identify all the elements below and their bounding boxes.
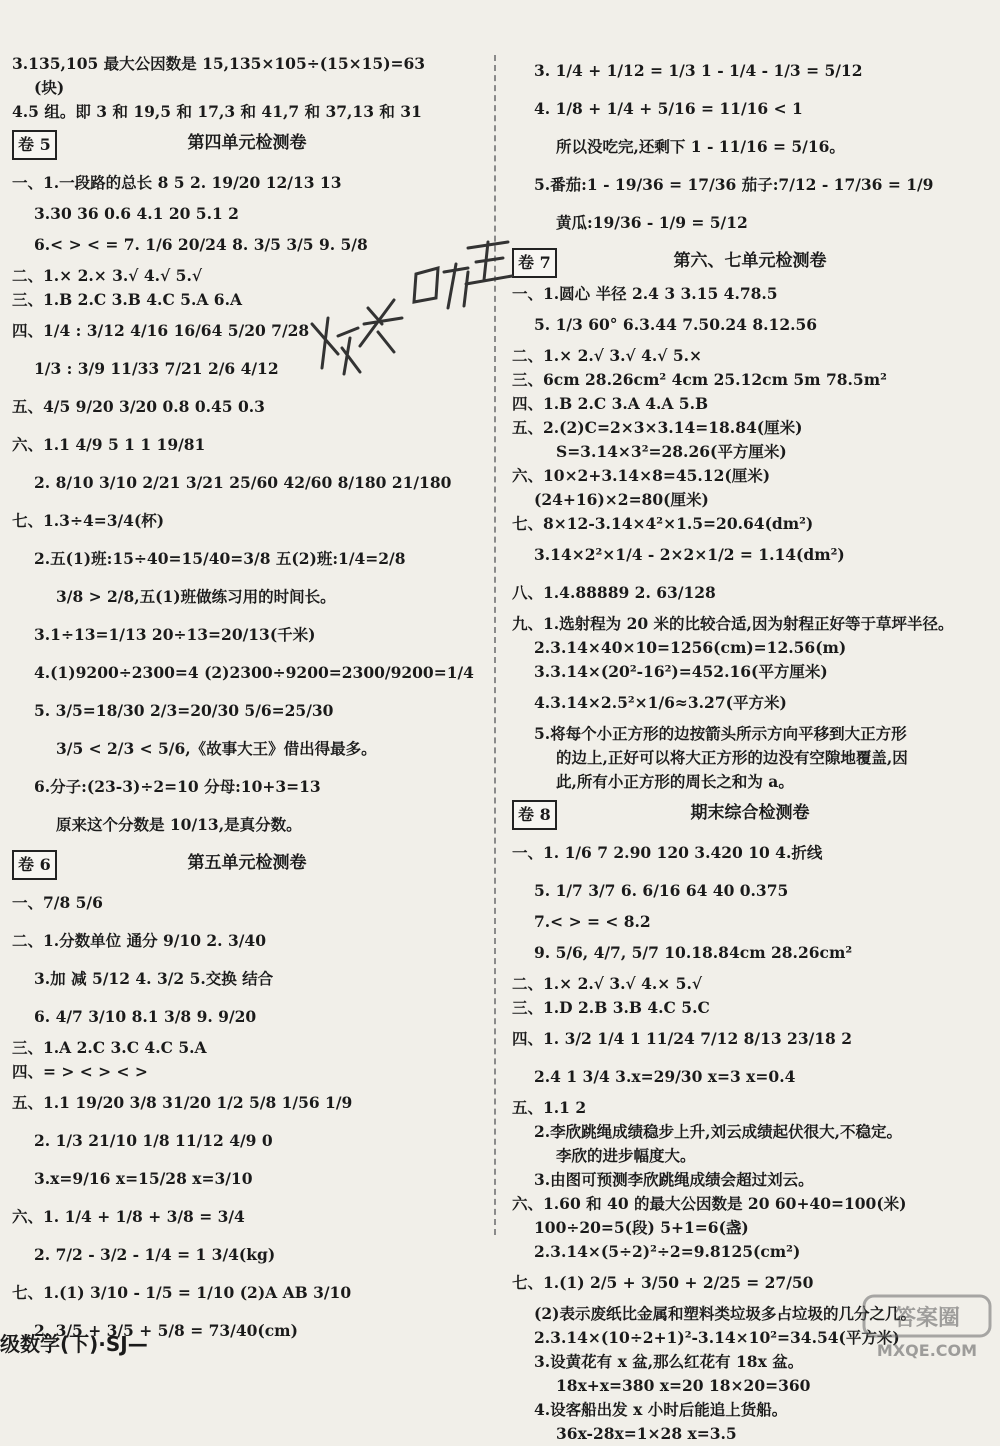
answer-line: 3.3.14×(20²-16²)=452.16(平方厘米) xyxy=(534,662,828,681)
answer-line: 100÷20=5(段) 5+1=6(盏) xyxy=(534,1218,749,1237)
answer-line: 2. 7/2 - 3/2 - 1/4 = 1 3/4(kg) xyxy=(34,1245,276,1264)
column-divider xyxy=(494,55,496,1235)
answer-line: 2.3.14×40×10=1256(cm)=12.56(m) xyxy=(534,638,847,657)
answer-line: 四、1/4 : 3/12 4/16 16/64 5/20 7/28 xyxy=(12,321,310,340)
answer-line: 4.3.14×2.5²×1/6≈3.27(平方米) xyxy=(534,693,787,712)
answer-line: 3.30 36 0.6 4.1 20 5.1 2 xyxy=(34,204,239,223)
answer-line: 黄瓜:19/36 - 1/9 = 5/12 xyxy=(556,213,748,232)
answer-line: 原来这个分数是 10/13,是真分数。 xyxy=(56,815,302,834)
answer-line: 2.4 1 3/4 3.x=29/30 x=3 x=0.4 xyxy=(534,1067,796,1086)
section-title: 期末综合检测卷 xyxy=(690,803,810,823)
answer-line: 1/3 : 3/9 11/33 7/21 2/6 4/12 xyxy=(34,359,279,378)
answer-line: (块) xyxy=(34,78,65,97)
section-header xyxy=(12,846,482,880)
answer-line: 六、1.1 4/9 5 1 1 19/81 xyxy=(12,435,206,454)
answer-line: 五、2.(2)C=2×3×3.14=18.84(厘米) xyxy=(512,418,803,437)
answer-line: 七、8×12-3.14×4²×1.5=20.64(dm²) xyxy=(512,514,814,533)
answer-line: 6.< > < = 7. 1/6 20/24 8. 3/5 3/5 9. 5/8 xyxy=(34,235,368,254)
right-column xyxy=(512,52,988,1446)
answer-line: 5. 3/5=18/30 2/3=20/30 5/6=25/30 xyxy=(34,701,334,720)
answer-line: 八、1.4.88889 2. 63/128 xyxy=(512,583,716,602)
answer-line: 一、7/8 5/6 xyxy=(12,893,103,912)
answer-line: 3.加 减 5/12 4. 3/2 5.交换 结合 xyxy=(34,969,274,988)
answer-line: 五、1.1 19/20 3/8 31/20 1/2 5/8 1/56 1/9 xyxy=(12,1093,353,1112)
section-header xyxy=(512,244,988,278)
answer-line: 七、1.3÷4=3/4(杯) xyxy=(12,511,165,530)
answer-line: 七、1.(1) 3/10 - 1/5 = 1/10 (2)A AB 3/10 xyxy=(12,1283,352,1302)
answer-line: 五、4/5 9/20 3/20 0.8 0.45 0.3 xyxy=(12,397,265,416)
answer-line: 3.x=9/16 x=15/28 x=3/10 xyxy=(34,1169,253,1188)
answer-line: 36x-28x=1×28 x=3.5 xyxy=(556,1424,737,1443)
section-header xyxy=(512,796,988,830)
answer-line: 3/5 < 2/3 < 5/6,《故事大王》借出得最多。 xyxy=(56,739,377,758)
answer-line: 3/8 > 2/8,五(1)班做练习用的时间长。 xyxy=(56,587,336,606)
answer-line: 6. 4/7 3/10 8.1 3/8 9. 9/20 xyxy=(34,1007,257,1026)
volume-label: 卷 8 xyxy=(512,800,557,830)
page-footer: 级数学(下)·SJ— xyxy=(0,1332,148,1356)
answer-line: 三、6cm 28.26cm² 4cm 25.12cm 5m 78.5m² xyxy=(512,370,887,389)
answer-line: 的边上,正好可以将大正方形的边没有空隙地覆盖,因 xyxy=(556,748,908,767)
answer-line: 4.(1)9200÷2300=4 (2)2300÷9200=2300/9200=1/4 xyxy=(34,663,474,682)
answer-line: 5.将每个小正方形的边按箭头所示方向平移到大正方形 xyxy=(534,724,907,743)
answer-line: (2)表示废纸比金属和塑料类垃圾多占垃圾的几分之几。 xyxy=(534,1304,916,1323)
answer-line: 六、1. 1/4 + 1/8 + 3/8 = 3/4 xyxy=(12,1207,245,1226)
answer-line: 三、1.B 2.C 3.B 4.C 5.A 6.A xyxy=(12,290,242,309)
svg-text:MXQE.COM: MXQE.COM xyxy=(876,1341,978,1360)
answer-line: 2. 3/5 + 3/5 + 5/8 = 73/40(cm) xyxy=(34,1321,298,1340)
section-title: 第五单元检测卷 xyxy=(187,853,307,873)
svg-text:答案圈: 答案圈 xyxy=(893,1306,961,1331)
answer-line: 3.1÷13=1/13 20÷13=20/13(千米) xyxy=(34,625,316,644)
volume-label: 卷 7 xyxy=(512,248,557,278)
answer-line: 李欣的进步幅度大。 xyxy=(556,1146,696,1165)
answer-line: 4.设客船出发 x 小时后能追上货船。 xyxy=(534,1400,788,1419)
answer-line: 6.分子:(23-3)÷2=10 分母:10+3=13 xyxy=(34,777,321,796)
answer-line: 二、1.× 2.√ 3.√ 4.× 5.√ xyxy=(512,974,703,993)
answer-line: 四、1.B 2.C 3.A 4.A 5.B xyxy=(512,394,709,413)
answer-line: 4. 1/8 + 1/4 + 5/16 = 11/16 < 1 xyxy=(534,99,803,118)
answer-line: 六、10×2+3.14×8=45.12(厘米) xyxy=(512,466,771,485)
answer-line: 二、1.× 2.× 3.√ 4.√ 5.√ xyxy=(12,266,203,285)
answer-line: 3.135,105 最大公因数是 15,135×105÷(15×15)=63 xyxy=(12,54,426,73)
volume-label: 卷 5 xyxy=(12,130,57,160)
answer-line: 一、1.一段路的总长 8 5 2. 19/20 12/13 13 xyxy=(12,173,342,192)
answer-line: 3.由图可预测李欣跳绳成绩会超过刘云。 xyxy=(534,1170,814,1189)
answer-line: (24+16)×2=80(厘米) xyxy=(534,490,709,509)
section-header xyxy=(12,126,482,160)
volume-label: 卷 6 xyxy=(12,850,57,880)
answer-line: 2.李欣跳绳成绩稳步上升,刘云成绩起伏很大,不稳定。 xyxy=(534,1122,902,1141)
answer-line: 二、1.× 2.√ 3.√ 4.√ 5.× xyxy=(512,346,703,365)
answer-line: 一、1. 1/6 7 2.90 120 3.420 10 4.折线 xyxy=(512,843,823,862)
answer-line: 二、1.分数单位 通分 9/10 2. 3/40 xyxy=(12,931,266,950)
answer-line: 2.3.14×(5÷2)²÷2=9.8125(cm²) xyxy=(534,1242,801,1261)
answer-line: 4.5 组。即 3 和 19,5 和 17,3 和 41,7 和 37,13 和 31 xyxy=(12,102,422,121)
answer-line: S=3.14×3²=28.26(平方厘米) xyxy=(556,442,787,461)
answer-line: 四、= > < > < > xyxy=(12,1062,148,1081)
answer-line: 9. 5/6, 4/7, 5/7 10.18.84cm 28.26cm² xyxy=(534,943,853,962)
section-title: 第四单元检测卷 xyxy=(187,133,307,153)
answer-line: 九、1.选射程为 20 米的比较合适,因为射程正好等于草坪半径。 xyxy=(512,614,954,633)
left-column xyxy=(12,52,482,1350)
answer-line: 3.设黄花有 x 盆,那么红花有 18x 盆。 xyxy=(534,1352,804,1371)
answer-line: 六、1.60 和 40 的最大公因数是 20 60+40=100(米) xyxy=(512,1194,907,1213)
answer-line: 5. 1/3 60° 6.3.44 7.50.24 8.12.56 xyxy=(534,315,818,334)
answer-line: 七、1.(1) 2/5 + 3/50 + 2/25 = 27/50 xyxy=(512,1273,814,1292)
answer-line: 5.番茄:1 - 19/36 = 17/36 茄子:7/12 - 17/36 = 1/9 xyxy=(534,175,934,194)
answer-line: 2.3.14×(10÷2+1)²-3.14×10²=34.54(平方米) xyxy=(534,1328,900,1347)
answer-line: 2. 1/3 21/10 1/8 11/12 4/9 0 xyxy=(34,1131,273,1150)
answer-line: 三、1.A 2.C 3.C 4.C 5.A xyxy=(12,1038,207,1057)
answer-line: 18x+x=380 x=20 18×20=360 xyxy=(556,1376,811,1395)
section-title: 第六、七单元检测卷 xyxy=(673,251,827,271)
answer-line: 3. 1/4 + 1/12 = 1/3 1 - 1/4 - 1/3 = 5/12 xyxy=(534,61,863,80)
answer-line: 五、1.1 2 xyxy=(512,1098,587,1117)
answer-line: 5. 1/7 3/7 6. 6/16 64 40 0.375 xyxy=(534,881,789,900)
answer-line: 四、1. 3/2 1/4 1 11/24 7/12 8/13 23/18 2 xyxy=(512,1029,853,1048)
watermark-logo xyxy=(862,1294,992,1364)
answer-line: 2. 8/10 3/10 2/21 3/21 25/60 42/60 8/180 21/180 xyxy=(34,473,452,492)
answer-line: 3.14×2²×1/4 - 2×2×1/2 = 1.14(dm²) xyxy=(534,545,845,564)
answer-line: 所以没吃完,还剩下 1 - 11/16 = 5/16。 xyxy=(556,137,845,156)
answer-line: 2.五(1)班:15÷40=15/40=3/8 五(2)班:1/4=2/8 xyxy=(34,549,406,568)
answer-line: 一、1.圆心 半径 2.4 3 3.15 4.78.5 xyxy=(512,284,778,303)
answer-line: 三、1.D 2.B 3.B 4.C 5.C xyxy=(512,998,710,1017)
answer-line: 7.< > = < 8.2 xyxy=(534,912,651,931)
answer-line: 此,所有小正方形的周长之和为 a。 xyxy=(556,772,794,791)
